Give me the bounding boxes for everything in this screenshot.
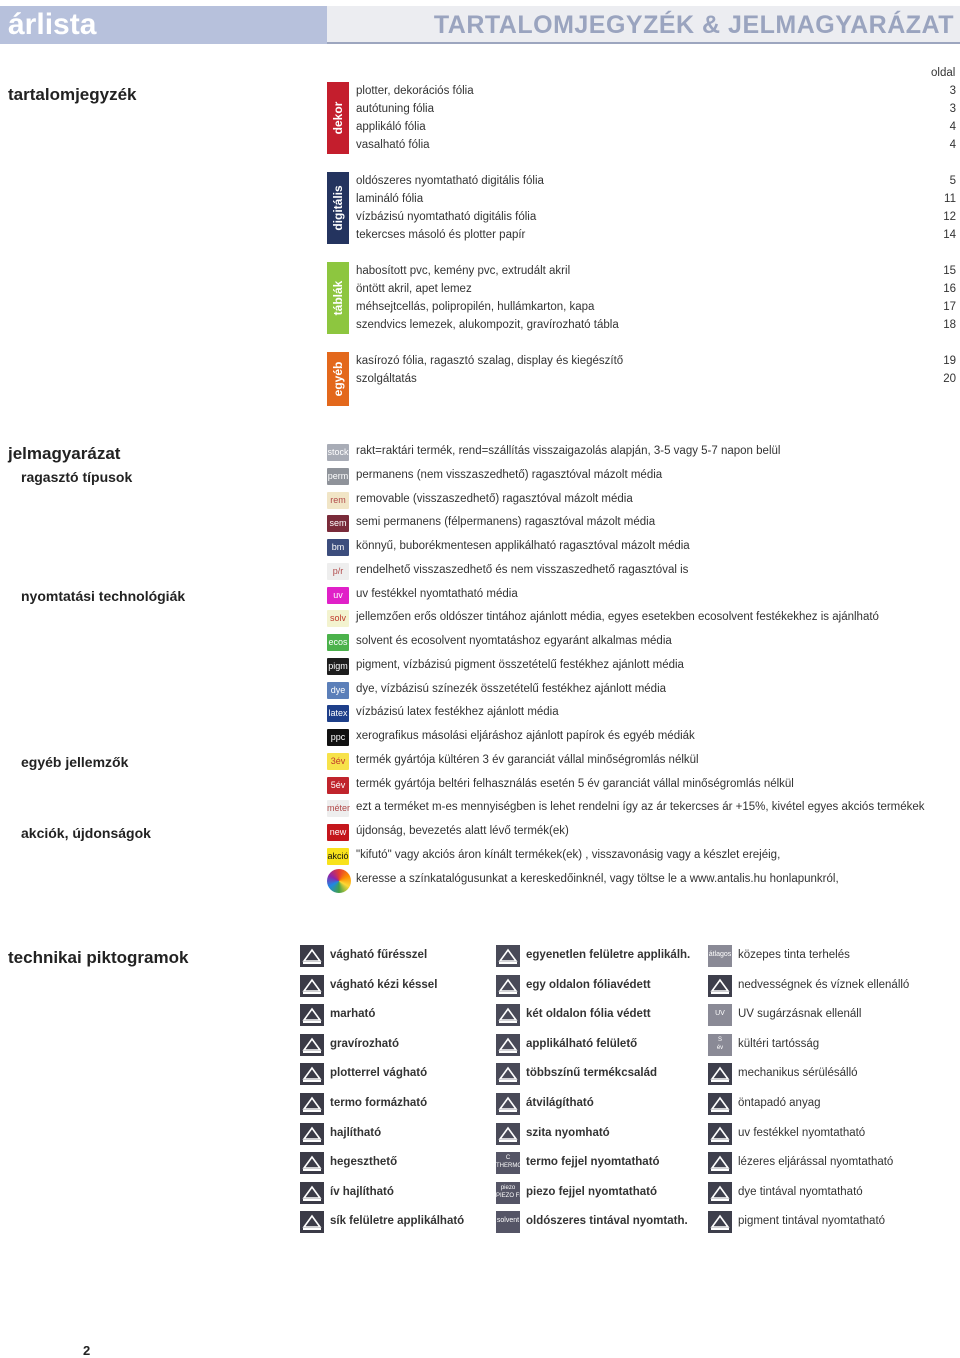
legend-badge: perm: [327, 468, 349, 485]
legend-badge: p/r: [327, 563, 349, 580]
legend-badge: stock: [327, 444, 349, 461]
color-wheel-icon: [327, 869, 351, 893]
header-title-bar: [327, 6, 960, 44]
pictogram-tag-text: UV: [715, 1010, 725, 1018]
legend-description: solvent és ecosolvent nyomtatáshoz egyaránt alkalmas média: [356, 635, 672, 647]
toc-item-page: 3: [949, 85, 956, 97]
multicolor-icon: [496, 1063, 518, 1083]
toc-title: tartalomjegyzék: [8, 85, 137, 104]
milling-icon: [300, 1004, 322, 1024]
legend-badge: pigm: [327, 658, 349, 675]
brand-name: árlista: [8, 8, 97, 41]
toc-group-label: táblák: [331, 280, 345, 316]
legend-description: keresse a színkatalógusunkat a kereskedőinknél, vagy töltse le a www.antalis.hu honlapunkról,: [356, 872, 839, 885]
pictogram-tag-text: piezo: [500, 1184, 516, 1191]
toc-page-header: oldal: [931, 67, 956, 79]
toc-item-page: 3: [949, 103, 956, 115]
pictogram-label: átvilágítható: [526, 1097, 594, 1109]
legend-category: egyéb jellemzők: [21, 753, 129, 770]
toc-group-label: dekor: [331, 101, 345, 135]
pictogram-label: marható: [330, 1008, 376, 1021]
pictogram-tag-text: év: [716, 1044, 724, 1051]
legend-badge: sem: [327, 515, 349, 532]
pictogram-tag-text: C: [505, 1155, 511, 1162]
pictogram-label: közepes tinta terhelés: [738, 949, 850, 961]
thermoform-icon: [300, 1093, 322, 1113]
legend-description: permanens (nem visszaszedhető) ragasztóval mázolt média: [356, 468, 663, 481]
two-side-film-icon: [496, 1004, 518, 1024]
toc-item-page: 4: [949, 139, 956, 151]
header-brand-bar: [0, 6, 327, 44]
legend-badge: new: [327, 824, 349, 841]
toc-group-bar: [327, 172, 349, 244]
toc-group-label: digitális: [331, 185, 345, 231]
arc-bend-icon: [300, 1182, 322, 1202]
legend-badge: solv: [327, 610, 349, 627]
toc-item-page: 19: [943, 355, 956, 367]
pictogram-label: oldószeres tintával nyomtath.: [526, 1215, 688, 1228]
toc-item-name: habosított pvc, kemény pvc, extrudált akril: [356, 265, 571, 277]
screen-print-icon: [496, 1123, 518, 1143]
legend-description: semi permanens (félpermanens) ragasztóval mázolt média: [356, 516, 656, 529]
legend-description: rendelhető visszaszedhető és nem visszaszedhető ragasztóval is: [356, 563, 689, 576]
toc-item-page: 11: [944, 193, 956, 205]
toc-item-name: szolgáltatás: [356, 373, 417, 385]
toc-item-name: vízbázisú nyomtatható digitális fólia: [356, 211, 537, 223]
legend-badge: ecos: [327, 634, 349, 651]
pictogram-label: uv festékkel nyomtatható: [738, 1126, 866, 1139]
toc-item-page: 18: [943, 319, 956, 331]
toc-group-bar: [327, 262, 349, 334]
legend-description: újdonság, bevezetés alatt lévő termék(ek): [356, 825, 569, 837]
pictogram-label: egy oldalon fóliavédett: [526, 978, 651, 991]
pictogram-tag-text: S: [717, 1036, 722, 1043]
pictograms-title: technikai piktogramok: [8, 948, 189, 967]
toc-item-name: lamináló fólia: [356, 193, 424, 205]
bend-icon: [300, 1123, 322, 1143]
toc-item-page: 12: [943, 211, 956, 223]
legend-description: ezt a terméket m-es mennyiségben is lehet rendelni így az ár tekercses ár +15%, kivétel egyes akciós termékek: [356, 801, 925, 814]
page-number: 2: [83, 1343, 91, 1358]
pictogram-label: termo formázható: [330, 1097, 428, 1109]
pictogram-tag-text: solvent: [496, 1217, 520, 1225]
pictogram-label: egyenetlen felületre applikálh.: [526, 949, 691, 961]
flat-apply-icon: [300, 1211, 322, 1231]
legend-category: akciók, újdonságok: [21, 825, 151, 841]
toc-item-page: 15: [943, 265, 956, 277]
legend-description: könnyű, buborékmentesen applikálható ragasztóval mázolt média: [356, 540, 690, 552]
pictogram-label: piezo fejjel nyomtatható: [526, 1185, 657, 1198]
pictogram-label: plotterrel vágható: [330, 1067, 428, 1080]
pictogram-label: öntapadó anyag: [738, 1097, 821, 1109]
legend-description: termék gyártója beltéri felhasználás esetén 5 év garanciát vállal minőségromlás nélkül: [356, 777, 794, 790]
pictogram-tag-text: PIEZO FEJ: [496, 1192, 527, 1199]
legend-description: "kifutó" vagy akciós áron kínált termékek(ek) , visszavonásig vagy a készlet erejéig,: [356, 848, 781, 861]
toc-item-name: öntött akril, apet lemez: [356, 283, 472, 295]
pictogram-tag-text: átlagos: [708, 951, 732, 958]
toc-item-name: oldószeres nyomtatható digitális fólia: [356, 175, 544, 187]
water-resistant-icon: [708, 975, 730, 995]
legend-badge: uv: [327, 587, 349, 604]
legend-badge: dye: [327, 682, 349, 699]
plotter-icon: [300, 1063, 322, 1083]
pictogram-tag-text: THERMO: [496, 1163, 522, 1170]
legend-description: pigment, vízbázisú pigment összetételű festékhez ajánlott média: [356, 658, 684, 671]
legend-description: jellemzően erős oldószer tintához ajánlott média, egyes esetekben ecosolvent festékekhez is ajánlható: [356, 611, 879, 624]
uneven-surface-icon: [496, 945, 518, 965]
pictogram-label: gravírozható: [330, 1037, 400, 1050]
pictogram-label: többszínű termékcsalád: [526, 1067, 658, 1080]
one-side-film-icon: [496, 975, 518, 995]
toc-group-bar: [327, 352, 349, 406]
toc-item-page: 20: [943, 373, 956, 385]
legend-badge: bm: [327, 539, 349, 556]
saw-icon: [300, 945, 322, 965]
legend-category: ragasztó típusok: [21, 468, 133, 485]
legend-badge: 5év: [327, 777, 349, 794]
pictogram-label: sík felületre applikálható: [330, 1215, 465, 1228]
pictogram-label: lézeres eljárással nyomtatható: [738, 1156, 894, 1169]
pictogram-label: nedvességnek és víznek ellenálló: [738, 978, 910, 991]
pictogram-label: szita nyomható: [526, 1126, 610, 1139]
pictogram-label: két oldalon fólia védett: [526, 1008, 651, 1021]
legend-description: vízbázisú latex festékhez ajánlott média: [356, 706, 559, 719]
legend-title: jelmagyarázat: [8, 444, 121, 463]
legend-description: termék gyártója kültéren 3 év garanciát vállal minőségromlás nélkül: [356, 753, 699, 766]
mechanical-resistant-icon: [708, 1063, 730, 1083]
knife-icon: [300, 975, 322, 995]
applicable-surface-icon: [496, 1034, 518, 1054]
toc-item-name: autótuning fólia: [356, 103, 435, 115]
toc-item-name: vasalható fólia: [356, 139, 430, 151]
legend-badge: akció: [327, 848, 349, 865]
laser-print-icon: [708, 1152, 730, 1172]
toc-item-page: 14: [943, 229, 956, 241]
legend-description: removable (visszaszedhető) ragasztóval mázolt média: [356, 492, 633, 505]
self-adhesive-icon: [708, 1093, 730, 1113]
legend-description: xerografikus másolási eljáráshoz ajánlott papírok és egyéb médiák: [356, 730, 695, 742]
legend-badge: rem: [327, 492, 349, 509]
legend-badge: latex: [327, 705, 349, 722]
toc-item-page: 4: [949, 121, 956, 133]
legend-badge: méter: [327, 800, 349, 817]
pictogram-label: UV sugárzásnak ellenáll: [738, 1008, 862, 1021]
pictogram-label: vágható fűrésszel: [330, 949, 428, 961]
toc-item-name: kasírozó fólia, ragasztó szalag, display és kiegészítő: [356, 355, 624, 367]
uv-ink-icon: [708, 1123, 730, 1143]
toc-item-name: méhsejtcellás, polipropilén, hullámkarton, kapa: [356, 301, 595, 313]
engrave-icon: [300, 1034, 322, 1054]
pictogram-label: pigment tintával nyomtatható: [738, 1215, 886, 1228]
pictogram-label: kültéri tartósság: [738, 1037, 820, 1050]
toc-group-bar: [327, 82, 349, 154]
pictogram-label: ív hajlítható: [330, 1185, 394, 1198]
toc-item-name: plotter, dekorációs fólia: [356, 85, 474, 97]
legend-description: dye, vízbázisú színezék összetételű festékhez ajánlott média: [356, 682, 667, 695]
toc-item-name: tekercses másoló és plotter papír: [356, 229, 526, 241]
page-title: TARTALOMJEGYZÉK & JELMAGYARÁZAT: [433, 11, 954, 39]
pictogram-label: applikálható felülető: [526, 1037, 638, 1050]
backlit-icon: [496, 1093, 518, 1113]
toc-item-page: 16: [943, 283, 956, 295]
legend-description: rakt=raktári termék, rend=szállítás visszaigazolás alapján, 3-5 vagy 5-7 napon belül: [356, 445, 781, 457]
pigment-ink-icon: [708, 1211, 730, 1231]
legend-badge: 3év: [327, 753, 349, 770]
toc-item-name: applikáló fólia: [356, 121, 426, 133]
pictogram-label: dye tintával nyomtatható: [738, 1185, 863, 1198]
pictogram-label: hajlítható: [330, 1126, 382, 1139]
legend-category: nyomtatási technológiák: [21, 587, 186, 604]
pictogram-label: mechanikus sérülésálló: [738, 1067, 858, 1080]
pictogram-label: termo fejjel nyomtatható: [526, 1156, 660, 1169]
toc-item-page: 5: [949, 175, 956, 187]
pictogram-label: vágható kézi késsel: [330, 978, 438, 991]
pictogram-label: hegeszthető: [330, 1156, 398, 1169]
dye-ink-icon: [708, 1182, 730, 1202]
toc-group-label: egyéb: [331, 361, 345, 397]
legend-description: uv festékkel nyomtatható média: [356, 587, 518, 600]
legend-badge: ppc: [327, 729, 349, 746]
weld-icon: [300, 1152, 322, 1172]
toc-item-name: szendvics lemezek, alukompozit, gravírozható tábla: [356, 319, 619, 331]
toc-item-page: 17: [943, 301, 956, 313]
